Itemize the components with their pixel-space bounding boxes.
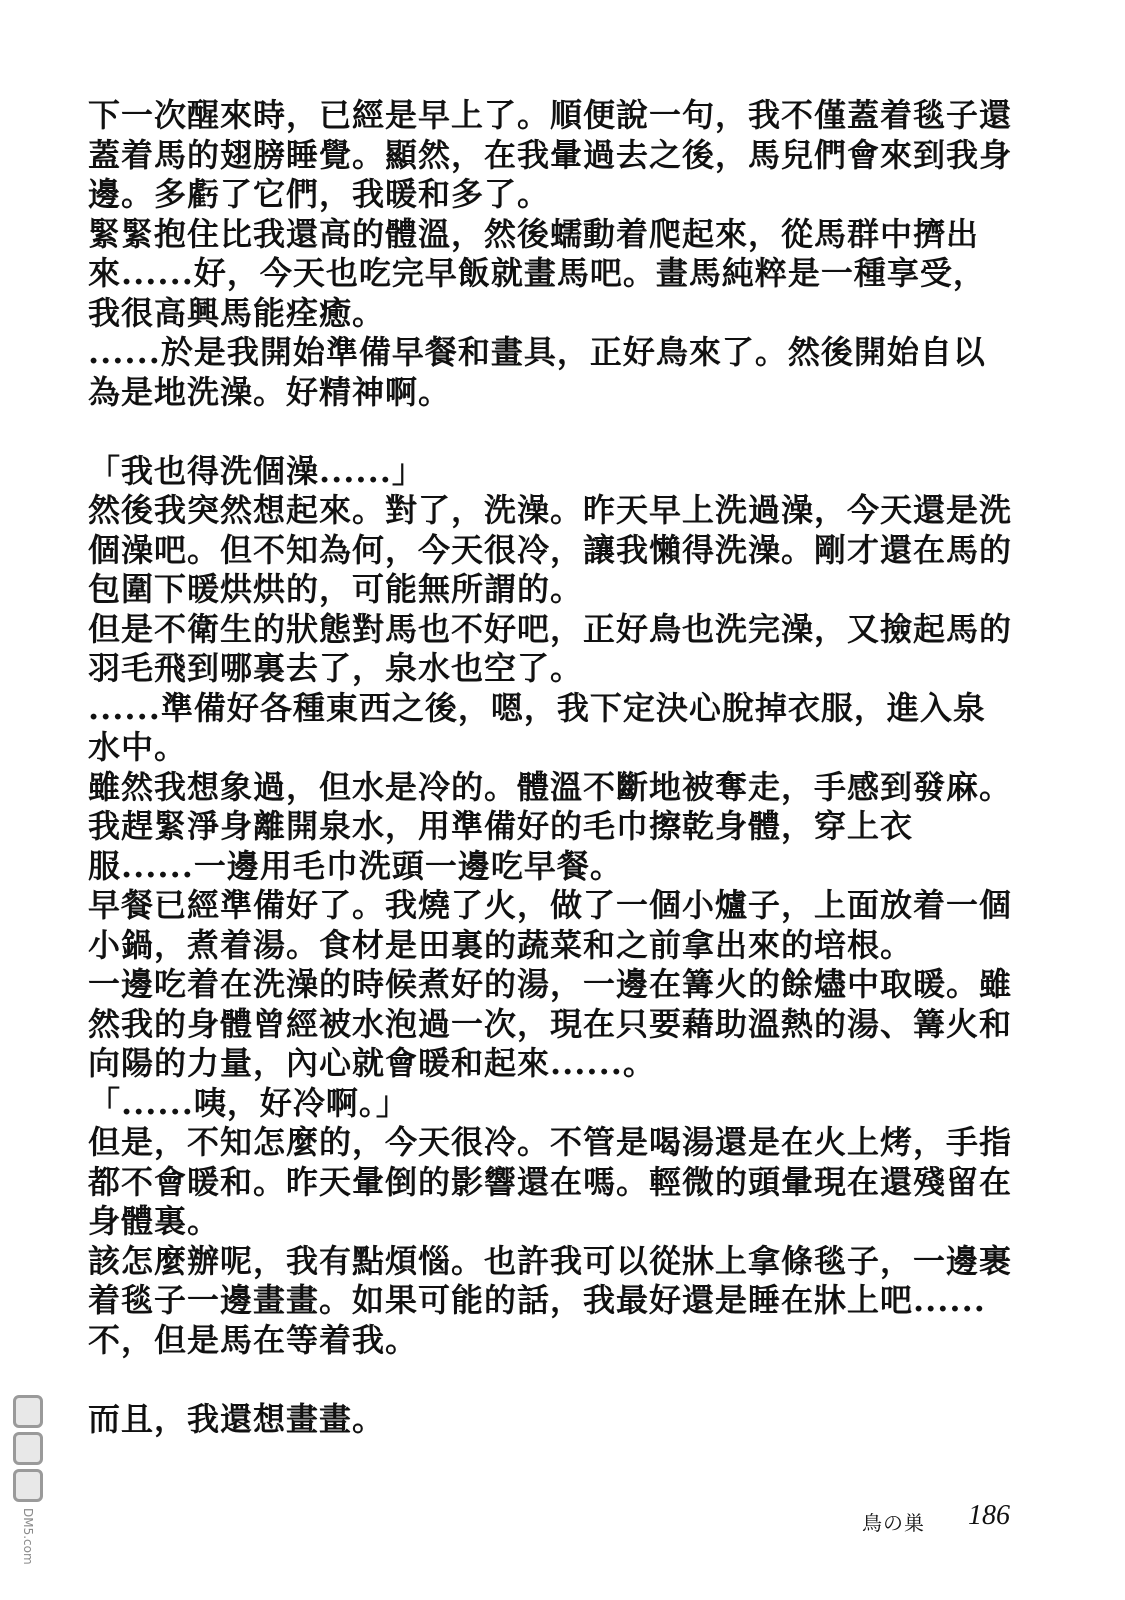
body-text: [88, 96, 1028, 1439]
text-line: 身體裏。: [88, 1202, 221, 1240]
text-line: 向陽的力量，內心就會暖和起來......。: [88, 1044, 656, 1082]
text-line: 但是，不知怎麼的，今天很冷。不管是喝湯還是在火上烤，手指: [88, 1123, 1013, 1161]
watermark-block-icon: [13, 1469, 43, 1502]
text-line: 然我的身體曾經被水泡過一次，現在只要藉助溫熱的湯、篝火和: [88, 1004, 1013, 1043]
text-line: 而且，我還想畫畫。: [88, 1399, 386, 1438]
text-line: 「我也得洗個澡......」: [88, 451, 425, 490]
text-line: 緊緊抱住比我還高的體溫，然後蠕動着爬起來，從馬群中擠出: [88, 214, 980, 253]
text-line: ......準備好各種東西之後，嗯，我下定決心脫掉衣服，進入泉: [88, 688, 986, 727]
text-line: 都不會暖和。昨天暈倒的影響還在嗎。輕微的頭暈現在還殘留在: [88, 1162, 1013, 1201]
text-line: 邊。多虧了它們，我暖和多了。: [88, 175, 551, 213]
blank-line: [88, 412, 1028, 452]
text-line: 我很高興馬能痊癒。: [88, 293, 386, 332]
text-line: 來......好，今天也吃完早飯就畫馬吧。畫馬純粹是一種享受，: [88, 254, 986, 292]
text-line: 該怎麼辦呢，我有點煩惱。也許我可以從牀上拿條毯子，一邊裹: [88, 1241, 1013, 1280]
text-line: 包圍下暖烘烘的，可能無所謂的。: [88, 570, 584, 608]
blank-line: [88, 1360, 1028, 1400]
text-line: 「......咦，好冷啊。」: [88, 1083, 409, 1122]
running-footer-title: 鳥の巣: [862, 1511, 925, 1535]
watermark-logo-icon: [8, 1395, 48, 1565]
text-line: 然後我突然想起來。對了，洗澡。昨天早上洗過澡，今天還是洗: [88, 491, 1013, 529]
watermark-text: DM5.com: [21, 1508, 35, 1565]
text-line: 不，但是馬在等着我。: [88, 1320, 419, 1359]
text-line: 下一次醒來時，已經是早上了。順便說一句，我不僅蓋着毯子還: [88, 96, 1013, 134]
text-line: 服......一邊用毛巾洗頭一邊吃早餐。: [88, 846, 623, 885]
text-line: 一邊吃着在洗澡的時候煮好的湯，一邊在篝火的餘燼中取暖。雖: [88, 965, 1013, 1003]
watermark-block-icon: [13, 1395, 43, 1428]
text-line: 羽毛飛到哪裏去了，泉水也空了。: [88, 649, 584, 687]
text-line: 但是不衛生的狀態對馬也不好吧，正好鳥也洗完澡，又撿起馬的: [88, 609, 1013, 648]
text-line: 個澡吧。但不知為何，今天很冷，讓我懶得洗澡。剛才還在馬的: [88, 530, 1013, 569]
text-line: 蓋着馬的翅膀睡覺。顯然，在我暈過去之後，馬兒們會來到我身: [88, 135, 1013, 174]
text-line: 為是地洗澡。好精神啊。: [88, 372, 452, 411]
text-line: ......於是我開始準備早餐和畫具，正好鳥來了。然後開始自以: [88, 333, 986, 371]
watermark-block-icon: [13, 1432, 43, 1465]
text-line: 着毯子一邊畫畫。如果可能的話，我最好還是睡在牀上吧......: [88, 1281, 986, 1319]
text-line: 水中。: [88, 728, 188, 766]
text-line: 小鍋，煮着湯。食材是田裏的蔬菜和之前拿出來的培根。: [88, 925, 914, 964]
page-number: 186: [968, 1500, 1010, 1531]
text-line: 早餐已經準備好了。我燒了火，做了一個小爐子，上面放着一個: [88, 886, 1013, 924]
text-line: 雖然我想象過，但水是冷的。體溫不斷地被奪走，手感到發麻。: [88, 767, 1013, 806]
text-line: 我趕緊淨身離開泉水，用準備好的毛巾擦乾身體，穿上衣: [88, 807, 914, 845]
